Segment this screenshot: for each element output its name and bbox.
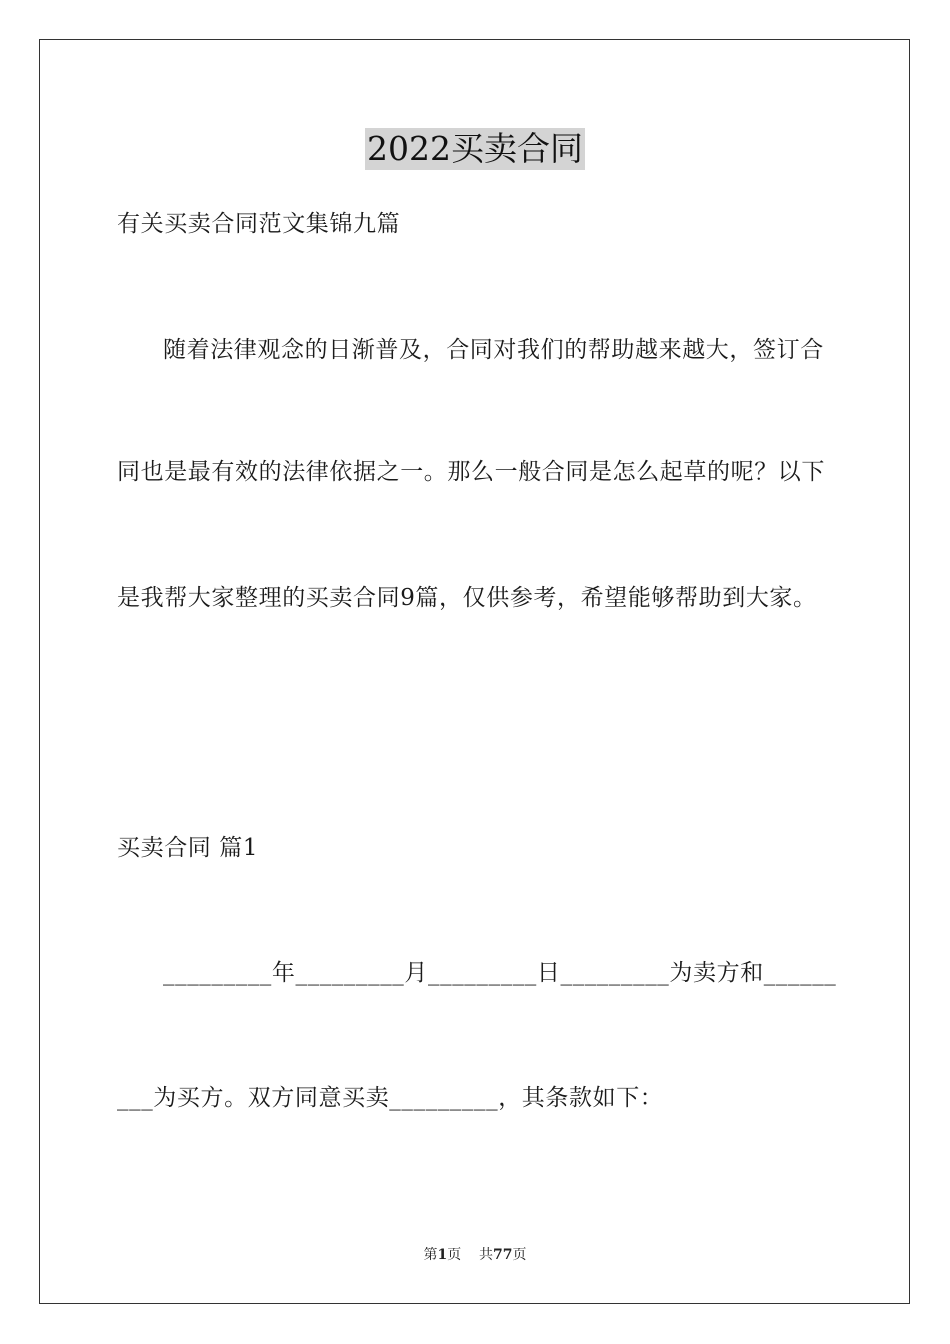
intro-line-2: 同也是最有效的法律依据之一。那么一般合同是怎么起草的呢？以下 <box>117 459 825 485</box>
footer-prefix: 第 <box>423 1247 438 1263</box>
footer-page-number: 1 <box>437 1247 448 1263</box>
document-title: 2022买卖合同 <box>367 129 583 168</box>
body-line-1: _________年_________月_________日_________为卖方和______ <box>163 960 837 986</box>
footer-mid: 页 共 <box>447 1247 494 1263</box>
footer-suffix: 页 <box>512 1247 527 1263</box>
page-footer <box>0 1246 950 1264</box>
body-line-2: ___为买方。双方同意买卖_________，其条款如下： <box>117 1085 664 1111</box>
footer-total-pages: 77 <box>493 1247 513 1263</box>
section-heading: 买卖合同 篇1 <box>117 835 259 861</box>
subtitle: 有关买卖合同范文集锦九篇 <box>117 211 401 237</box>
title-container <box>0 128 950 170</box>
intro-line-1: 随着法律观念的日渐普及，合同对我们的帮助越来越大，签订合 <box>163 337 824 363</box>
intro-line-3: 是我帮大家整理的买卖合同9篇，仅供参考，希望能够帮助到大家。 <box>117 585 817 611</box>
